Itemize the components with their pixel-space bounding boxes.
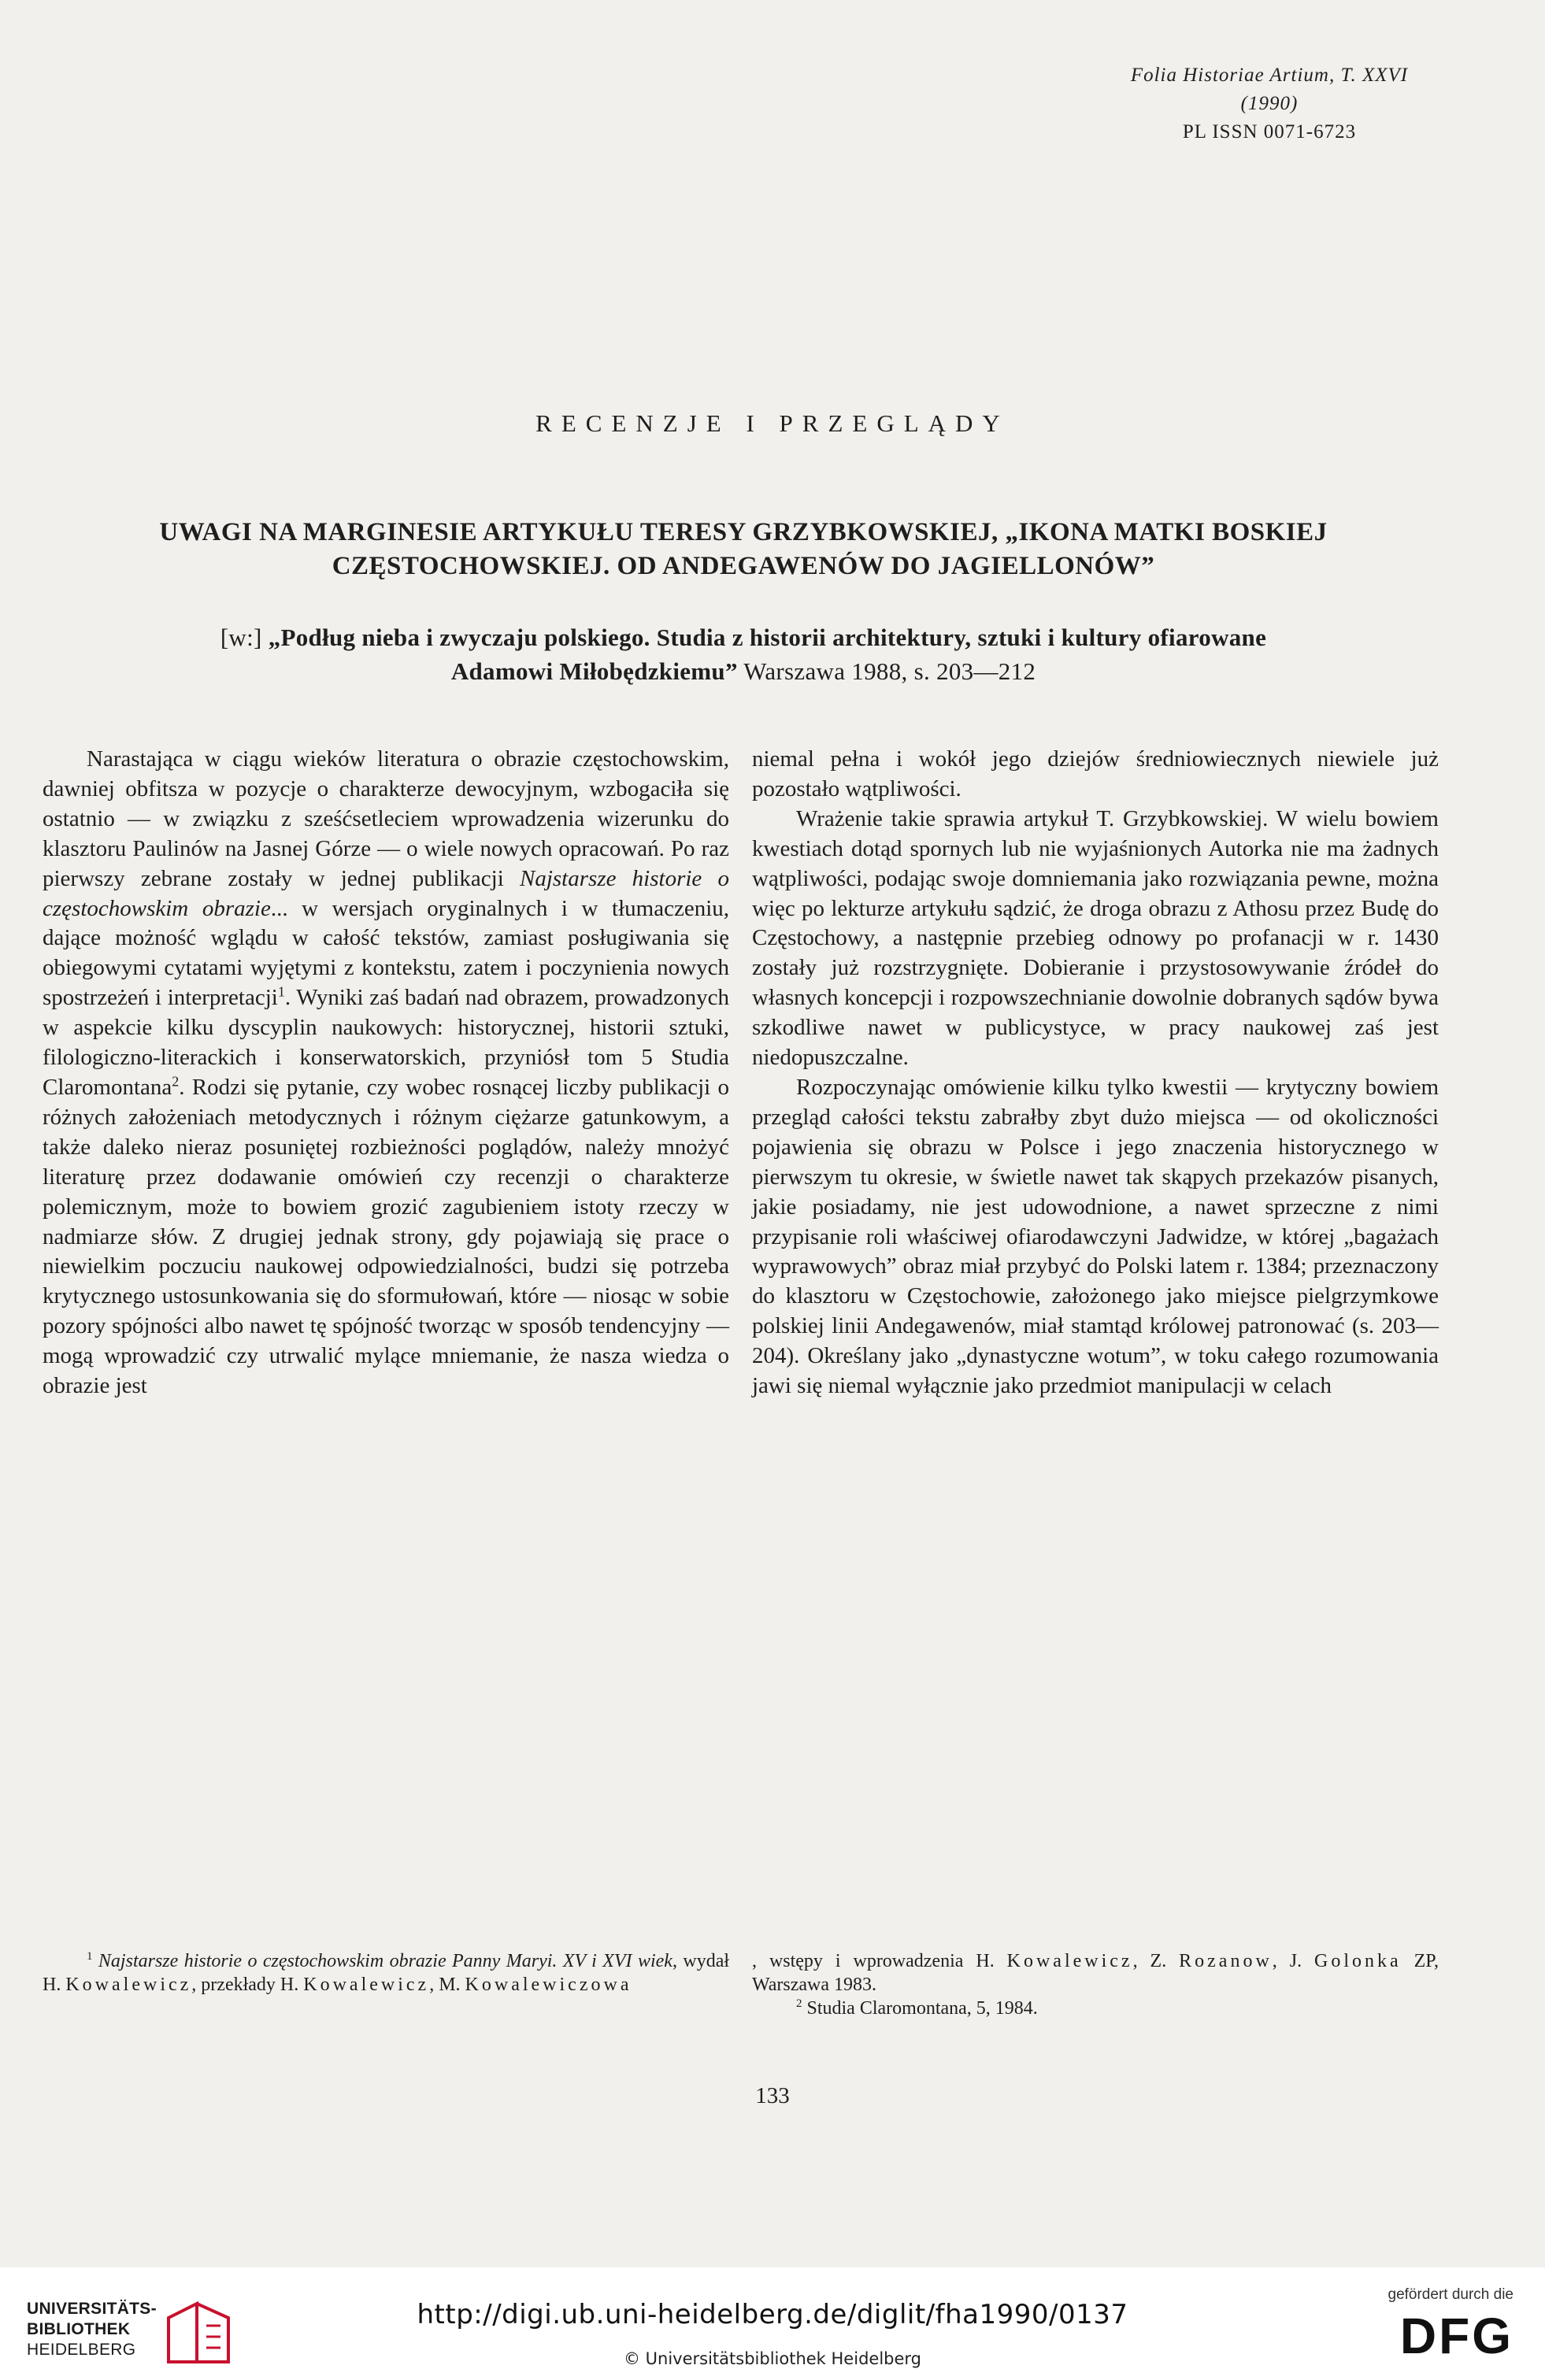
source-prefix: [w:] xyxy=(220,624,269,651)
paragraph-1-continued: niemal pełna i wokół jego dziejów średniowiecznych niewiele już pozostało wątpliwości. xyxy=(752,746,1439,801)
footer-bar xyxy=(0,2267,1545,2380)
page-number: 133 xyxy=(755,2083,790,2108)
footnote-1 xyxy=(43,1949,729,1997)
author-name: Kowalewicz xyxy=(303,1975,430,1995)
paragraph-1 xyxy=(43,745,729,1401)
journal-issn: PL ISSN 0071-6723 xyxy=(1182,121,1357,143)
library-name-line: UNIVERSITÄTS- xyxy=(27,2300,157,2318)
footnote-1-continued xyxy=(752,1949,1439,1997)
paragraph-1-text-d: . Wyniki zaś badań nad obrazem, prowadzonych w aspekcie kilku dyscyplin naukowych: historycznej, historii sztuki, filologiczno-literackich i konserwatorskich, przyniósł tom 5 Studia Claromontana xyxy=(43,985,729,1100)
journal-citation: Folia Historiae Artium, T. XXVI (1990) xyxy=(1130,65,1409,114)
section-title: RECENZJE I PRZEGLĄDY xyxy=(535,409,1010,437)
footnote-2 xyxy=(752,1997,1439,2020)
footnote-1-text: , M. xyxy=(429,1975,465,1995)
footnote-1-text: , wydał H. xyxy=(43,1951,730,1995)
paragraph-2: Wrażenie takie sprawia artykuł T. Grzybkowskiej. W wielu bowiem kwestiach dotąd spornych lub nie wyjaśnionych Autorka nie ma żadnych wątpliwości, podając swoje domniemania jako rozwiązania pewne, można więc po lekturze artykułu sądzić, że droga obrazu z Athosu przez Budę do Częstochowy, a następnie przebieg odnowy po profanacji w r. 1430 zostały już rozstrzygnięte. Dobieranie i przystosowywanie źródeł do własnych koncepcji i rozpowszechnianie dowolnie dobranych sądów bywa szkodliwe nawet w publicystyce, w pracy naukowej zaś jest niedopuszczalne. xyxy=(752,805,1439,1071)
footnote-2-number: 2 xyxy=(796,1997,802,2010)
footnote-1-title: Najstarsze historie o częstochowskim obrazie Panny Maryi. XV i XVI wiek xyxy=(98,1951,672,1971)
journal-header xyxy=(1104,61,1435,146)
paragraph-1-text-a: Narastająca w ciągu wieków literatura o obrazie częstochowskim, dawniej obfitsza w pozycje o charakterze dewocyjnym, wzbogaciła się ostatnio — w związku z sześćsetleciem wprowadzenia wizerunku do klasztoru Paulinów na Jasnej Górze — o wiele nowych opracowań. Po raz pierwszy zebrane zostały w jednej publikacji xyxy=(43,746,729,891)
author-name: Golonka xyxy=(1314,1951,1402,1971)
dfg-logo[interactable]: DFG xyxy=(1399,2308,1514,2364)
paragraph-1-text-e: . Rodzi się pytanie, czy wobec rosnącej liczby publikacji o różnych założeniach metodycznych i różnym ciężarze gatunkowym, a także daleko nieraz posuniętej rozbieżności poglądów, należy mnożyć literaturę przez dodawanie omówień czy recenzji o charakterze polemicznym, może to bowiem grozić zagubieniem istoty rzeczy w nadmiarze słów. Z drugiej jednak strony, gdy pojawiają się prace o niewielkim poczuciu naukowej odpowiedzialności, budzi się potrzeba krytycznego ustosunkowania się do sformułowań, które — niosąc w sobie pozory spójności albo nawet tę spójność tworząc w sposób tendencyjny — mogą wprowadzić czy utrwalić mylące mniemanie, że nasza wiedza o obrazie jest xyxy=(43,1074,729,1399)
library-name-line: BIBLIOTHEK xyxy=(27,2320,131,2338)
paragraph-3: Rozpoczynając omówienie kilku tylko kwestii — krytyczny bowiem przegląd całości tekstu zabrałby zbyt dużo miejsca — od okoliczności pojawienia się obrazu w Polsce i jego znaczenia historycznego w pierwszym tu okresie, w świetle nawet tak skąpych przekazów pisanych, jakie posiadamy, nie jest udowodnione, a nawet sprzeczne z nimi przypisanie roli właściwej ofiarodawczyni Jadwidze, w której „bagażach wyprawowych” obraz miał przybyć do Polski latem r. 1384; przeznaczony do klasztoru w Częstochowie, założonego jako miejsce pielgrzymkowe polskiej linii Andegawenów, miał stamtąd królowej patronować (s. 203—204). Określany jako „dynastyczne wotum”, w toku całego rozumowania jawi się niemal wyłącznie jako przedmiot manipulacji w celach xyxy=(752,1074,1439,1399)
footnote-1-text: , wstępy i wprowadzenia H. xyxy=(752,1951,1007,1971)
footnote-1-text: ZP, Warszawa 1983. xyxy=(752,1951,1439,1995)
author-name: Kowalewicz xyxy=(1006,1951,1133,1971)
article-title xyxy=(46,516,1441,583)
footnote-1-text: , J. xyxy=(1272,1951,1315,1971)
paragraph-1-book-title: Najstarsze historie o częstochowskim obrazie xyxy=(43,865,729,921)
source-title-b: Adamowi Miłobędzkiemu” xyxy=(450,657,738,685)
footnote-1-text: , Z. xyxy=(1132,1951,1180,1971)
source-citation xyxy=(46,620,1441,688)
body-column-left xyxy=(43,745,729,1401)
source-url-link[interactable]: http://digi.ub.uni-heidelberg.de/diglit/fha1990/0137 xyxy=(417,2299,1128,2330)
footnote-2-text: Studia Claromontana, 5, 1984. xyxy=(806,1998,1038,2019)
footnote-1-number: 1 xyxy=(87,1950,93,1963)
author-name: Kowalewiczowa xyxy=(465,1975,632,1995)
dfg-caption: gefördert durch die xyxy=(1388,2286,1514,2303)
footnote-ref-1: 1 xyxy=(277,983,285,1000)
author-name: Kowalewicz xyxy=(65,1975,192,1995)
source-imprint: Warszawa 1988, s. 203—212 xyxy=(737,657,1036,685)
paragraph-1-text-c: ... w wersjach oryginalnych i w tłumaczeniu, dające możność wglądu w całość tekstów, zamiast posługiwania się obiegowymi cytatami wyjętymi z kontekstu, zatem i poczynienia nowych spostrzeżeń i interpretacji xyxy=(43,895,730,1011)
footnotes-left xyxy=(43,1949,729,1997)
source-title-a: „Podług nieba i zwyczaju polskiego. Studia z historii architektury, sztuki i kultury ofiarowane xyxy=(268,624,1267,651)
copyright-notice: © Universitätsbibliothek Heidelberg xyxy=(623,2349,921,2368)
author-name: Rozanow xyxy=(1179,1951,1273,1971)
library-name-line: HEIDELBERG xyxy=(27,2341,136,2359)
body-column-right xyxy=(752,745,1439,1401)
footnote-ref-2: 2 xyxy=(172,1073,180,1090)
article-title-line-1: UWAGI NA MARGINESIE ARTYKUŁU TERESY GRZYBKOWSKIEJ, „IKONA MATKI BOSKIEJ xyxy=(159,518,1328,546)
footnote-1-text: , przekłady H. xyxy=(191,1975,304,1995)
article-title-line-2: CZĘSTOCHOWSKIEJ. OD ANDEGAWENÓW DO JAGIELLONÓW” xyxy=(332,552,1155,580)
footnotes-right xyxy=(752,1949,1439,2020)
